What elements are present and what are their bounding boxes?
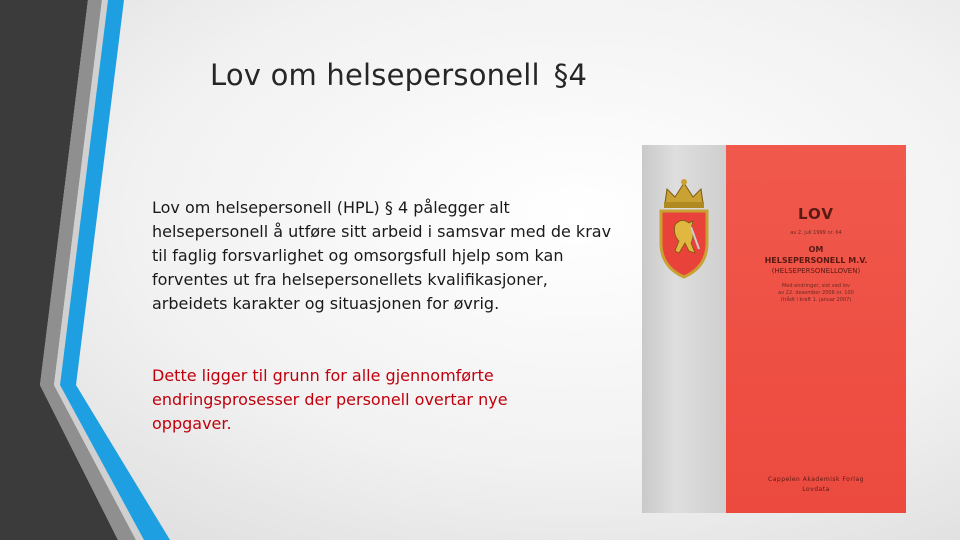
title-text: Lov om helsepersonell <box>210 58 540 92</box>
book-spine <box>642 145 726 513</box>
amendment-line: av 22. desember 2006 nr. 100 <box>778 290 854 296</box>
book-heading: LOV <box>798 205 834 223</box>
book-om: OM <box>808 245 824 254</box>
amendment-line: Med endringer, sist ved lov <box>781 283 851 289</box>
book-cover-image <box>642 145 906 513</box>
amendment-line: (trådt i kraft 1. januar 2007) <box>780 297 852 303</box>
book-front <box>726 145 906 513</box>
coat-of-arms-icon <box>651 173 717 283</box>
slide-title <box>210 58 587 92</box>
book-short-name: (HELSEPERSONELLOVEN) <box>771 267 861 275</box>
highlight-paragraph: Dette ligger til grunn for alle gjennomførte endringsprosesser der personell overtar nye oppgaver. <box>152 366 508 433</box>
publisher-line: Cappelen Akademisk Forlag <box>768 476 864 483</box>
book-date-line: av 2. juli 1999 nr. 64 <box>790 230 842 236</box>
publisher-line: Lovdata <box>802 486 830 493</box>
book-publisher <box>726 475 906 495</box>
book-name: HELSEPERSONELL M.V. <box>764 256 868 265</box>
title-section-symbol: §4 <box>553 58 588 92</box>
body-paragraph: Lov om helsepersonell (HPL) § 4 pålegger alt helsepersonell å utføre sitt arbeid i samsvar med de krav til faglig forsvarlighet og omsorgsfull hjelp som kan forventes ut fra helsepersonellets kvalifikasjoner, arbeidets karakter og situasjonen for øvrig. <box>152 198 612 313</box>
book-amendments <box>726 283 906 304</box>
